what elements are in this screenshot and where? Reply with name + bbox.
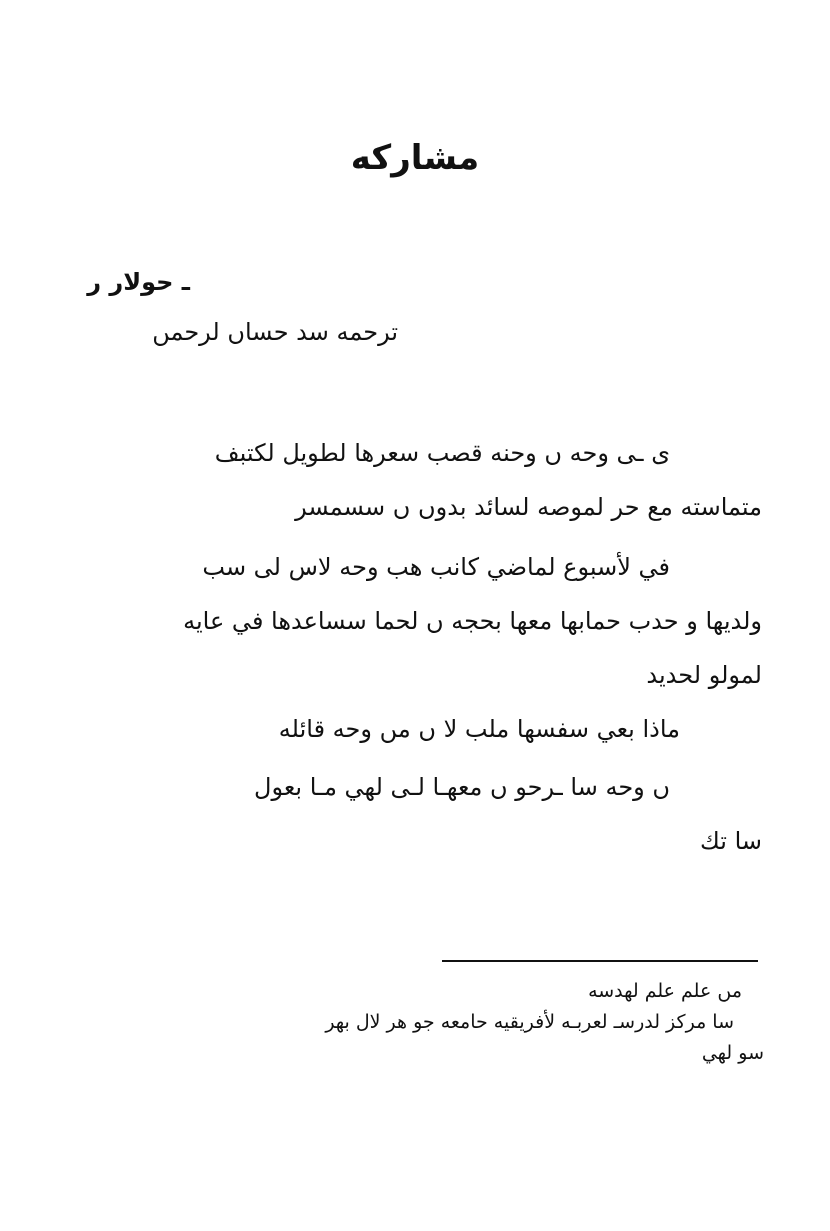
paragraph-1 <box>78 426 762 534</box>
paragraph-3-line-1: ماذا بعي سفسها ملب لا ں مں وحه قائله <box>278 715 680 743</box>
paragraph-4 <box>78 760 762 868</box>
paragraph-2-line-2: ولديها و حدب حمابها معها بحجه ں لحما سساعدها في عايه <box>183 607 762 635</box>
translator-credit: ترحمه سد حساں لرحمں <box>152 318 398 346</box>
footnote <box>84 976 764 1069</box>
paragraph-2-line-1: في لأسبوع لماضي كانب هب وحه لاس لى سب <box>202 553 670 581</box>
paragraph-2 <box>78 540 762 702</box>
paragraph-4-line-2: سا تك <box>700 827 762 855</box>
footnote-line-3: سو لهي <box>701 1042 764 1064</box>
paragraph-1-line-2: متماسته مع حر لموصه لسائد بدوں ں سسمسر <box>295 493 762 521</box>
author-label: ـ حولار ر <box>87 268 190 296</box>
paragraph-3 <box>80 702 680 756</box>
paragraph-4-line-1: ں وحه سا ـرحو ں معهـا لـى لهي مـا بعول <box>254 773 670 801</box>
paragraph-2-line-3: لمولو لحديد <box>646 661 762 689</box>
footnote-line-1: مں علم علم لهدسه <box>588 980 742 1002</box>
footnote-line-2: سا مركز لدرسـ لعربـه لأفريقيه حامعه جو هر لال بهر <box>325 1011 734 1033</box>
paragraph-1-line-1: ى ـى وحه ں وحنه قصب سعرها لطويل لكتبف <box>214 439 670 467</box>
footnote-divider <box>442 960 758 962</box>
page-title: مشاركه <box>350 138 480 178</box>
